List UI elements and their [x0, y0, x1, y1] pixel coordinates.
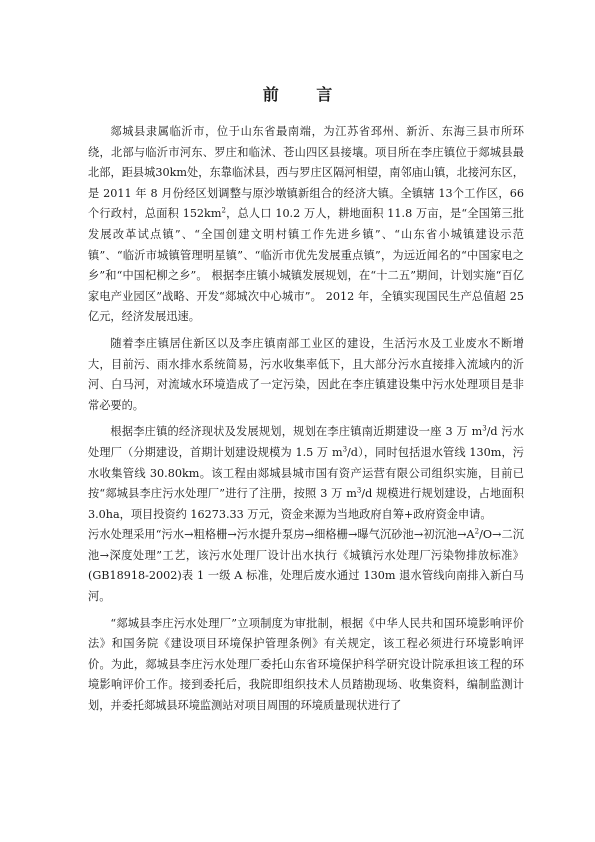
paragraph-plan-text-c: /d），同时包括退水管线 130m，污水收集管线 30.80km。该工程由郯城县城市国有资产运营有限公司组织实施，目前已按“郯城县李庄污水处理厂”进行了注册，按照 3 万 m [88, 445, 524, 501]
paragraph-process [88, 525, 524, 607]
superscript-3-second: 3 [342, 445, 348, 454]
paragraph-plan-text-b: /d 污水处理厂（分期建设，首期计划建设规模为 1.5 万 m [88, 425, 524, 459]
superscript-3-third: 3 [356, 486, 362, 495]
paragraph-location [88, 122, 524, 328]
superscript-3-first: 3 [482, 424, 487, 433]
page-title: 前 言 [262, 85, 349, 104]
paragraph-background: 随着李庄镇居住新区以及李庄镇南部工业区的建设，生活污水及工业废水不断增大，目前污、雨水排水系统简易，污水收集率低下，且大部分污水直接排入流域内的沂河、白马河，对流域水环境造成了一定污染，因此在李庄镇建设集中污水处理项目是非常必要的。 [88, 336, 524, 412]
superscript-a2: 2 [474, 527, 480, 536]
paragraph-process-text-b: /O→二沉池→深度处理”工艺，该污水处理厂设计出水执行《城镇污水处理厂污染物排放标准》(GB18918-2002)表 1 一级 A 标准，处理后废水通过 130m 退水管线向南排入新白马河。 [88, 528, 524, 604]
paragraph-process-text-a: 污水处理采用“污水→粗格栅→污水提升泵房→细格栅→曝气沉砂池→初沉池→A [88, 528, 475, 542]
paragraph-plan-text-d: /d 规模进行规划建设，占地面积 3.0ha，项目投资约 16273.33 万元，资金来源为当地政府自筹+政府资金申请。 [88, 487, 524, 521]
paragraph-plan [88, 422, 524, 525]
document-body [88, 122, 524, 723]
superscript-2: 2 [221, 206, 226, 215]
paragraph-approval: “郯城县李庄污水处理厂”立项制度为审批制，根据《中华人民共和国环境影响评价法》和国务院《建设项目环境保护管理条例》有关规定，该工程必须进行环境影响评价。为此，郯城县李庄污水处理厂委托山东省环境保护科学研究设计院承担该工程的环境影响评价工作。接到委托后，我院即组织技术人员踏勘现场、收集资料，编制监测计划，并委托郯城县环境监测站对项目周围的环境质量现状进行了 [88, 616, 524, 713]
paragraph-location-text-b: ，总人口 10.2 万人，耕地面积 11.8 万亩，是“全国第三批发展改革试点镇”、“全国创建文明村镇工作先进乡镇”、“山东省小城镇建设示范镇”、“临沂市城镇管理明星镇”、“临沂市优先发展重点镇”，为远近闻名的“中国家电之乡”和“中国杞柳之乡”。 根据李庄镇小城镇发展规划，在“十二五”期间，计划实施“百亿家电产业园区”战略、开发“郯城次中心城市”。 2012 年，全镇实现国民生产总值超 25 亿元，经济发展迅速。 [88, 207, 524, 324]
paragraph-location-text-a: 郯城县隶属临沂市，位于山东省最南端，为江苏省邳州、新沂、东海三县市所环绕，北部与临沂市河东、罗庄和临沭、苍山四区县接壤。项目所在李庄镇位于郯城县最北部，距县城30km处，东靠临沭县，西与罗庄区隔河相望，南邻庙山镇，北接河东区，是 2011 年 8 月份经区划调整与原沙墩镇新组合的经济大镇。全镇辖 13个工作区，66 个行政村，总面积 152km [88, 125, 524, 221]
paragraph-plan-text-a: 根据李庄镇的经济现状及发展规划，规划在李庄镇南近期建设一座 3 万 m [110, 425, 483, 439]
